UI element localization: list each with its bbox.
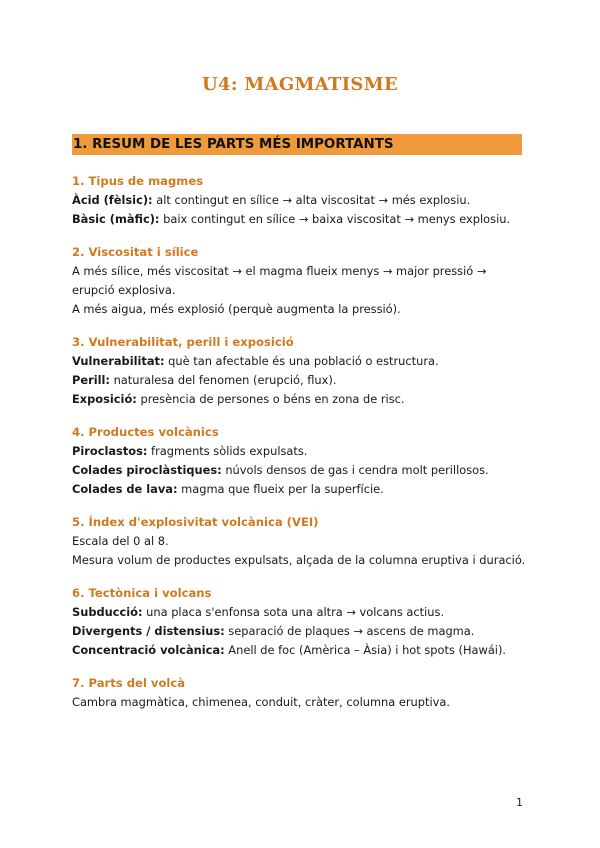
term-label: Perill: — [72, 373, 110, 387]
term-label: Exposició: — [72, 392, 137, 406]
term-text: una placa s'enfonsa sota una altra → volcans actius. — [142, 605, 445, 619]
term-label: Vulnerabilitat: — [72, 354, 165, 368]
term-label: Divergents / distensius: — [72, 624, 225, 638]
term-text: naturalesa del fenomen (erupció, flux). — [109, 373, 337, 387]
term-text: núvols densos de gas i cendra molt perillosos. — [221, 463, 489, 477]
text-line — [72, 480, 532, 499]
term-label: Piroclastos: — [72, 444, 148, 458]
subsection-title: 7. Parts del volcà — [72, 676, 186, 690]
summary-content — [72, 172, 532, 726]
text-line — [72, 371, 532, 390]
text-line — [72, 210, 532, 229]
page-number: 1 — [516, 796, 523, 809]
text-line: Escala del 0 al 8. — [72, 534, 169, 548]
subsection-vei — [72, 513, 532, 570]
term-text: magma que flueix per la superfície. — [177, 482, 384, 496]
term-text: alt contingut en sílice → alta viscositat → més explosiu. — [152, 193, 471, 207]
text-line — [72, 352, 532, 371]
term-text: baix contingut en sílice → baixa viscositat → menys explosiu. — [159, 212, 511, 226]
text-line — [72, 622, 532, 641]
term-label: Subducció: — [72, 605, 143, 619]
subsection-tectonics — [72, 584, 532, 660]
subsection-title: 2. Viscositat i sílice — [72, 245, 199, 259]
text-line: A més aigua, més explosió (perquè augmenta la pressió). — [72, 302, 401, 316]
section-heading: 1. RESUM DE LES PARTS MÉS IMPORTANTS — [72, 134, 522, 155]
term-label: Concentració volcànica: — [72, 643, 225, 657]
text-line — [72, 641, 532, 660]
subsection-title: 3. Vulnerabilitat, perill i exposició — [72, 335, 294, 349]
term-text: què tan afectable és una població o estructura. — [164, 354, 439, 368]
subsection-title: 1. Tipus de magmes — [72, 174, 204, 188]
subsection-title: 6. Tectònica i volcans — [72, 586, 212, 600]
term-text: Anell de foc (Amèrica – Àsia) i hot spots (Hawái). — [224, 643, 507, 657]
term-label: Àcid (fèlsic): — [72, 193, 153, 207]
subsection-volcano-parts — [72, 674, 532, 712]
subsection-viscosity — [72, 243, 532, 319]
term-text: presència de persones o béns en zona de risc. — [136, 392, 405, 406]
term-label: Colades de lava: — [72, 482, 178, 496]
term-label: Bàsic (màfic): — [72, 212, 160, 226]
text-line — [72, 390, 532, 409]
term-label: Colades piroclàstiques: — [72, 463, 222, 477]
subsection-magma-types — [72, 172, 532, 229]
text-line — [72, 191, 532, 210]
subsection-title: 4. Productes volcànics — [72, 425, 219, 439]
text-line: Mesura volum de productes expulsats, alçada de la columna eruptiva i duració. — [72, 553, 526, 567]
text-line — [72, 603, 532, 622]
text-line: Cambra magmàtica, chimenea, conduit, cràter, columna eruptiva. — [72, 695, 450, 709]
subsection-vulnerability — [72, 333, 532, 409]
text-line — [72, 461, 532, 480]
subsection-title: 5. Índex d'explosivitat volcànica (VEI) — [72, 515, 319, 529]
term-text: separació de plaques → ascens de magma. — [224, 624, 475, 638]
text-line — [72, 442, 532, 461]
term-text: fragments sòlids expulsats. — [147, 444, 308, 458]
document-title: U4: MAGMATISME — [202, 74, 398, 95]
text-line: A més sílice, més viscositat → el magma flueix menys → major pressió → erupció explosiva. — [72, 264, 487, 297]
subsection-volcanic-products — [72, 423, 532, 499]
